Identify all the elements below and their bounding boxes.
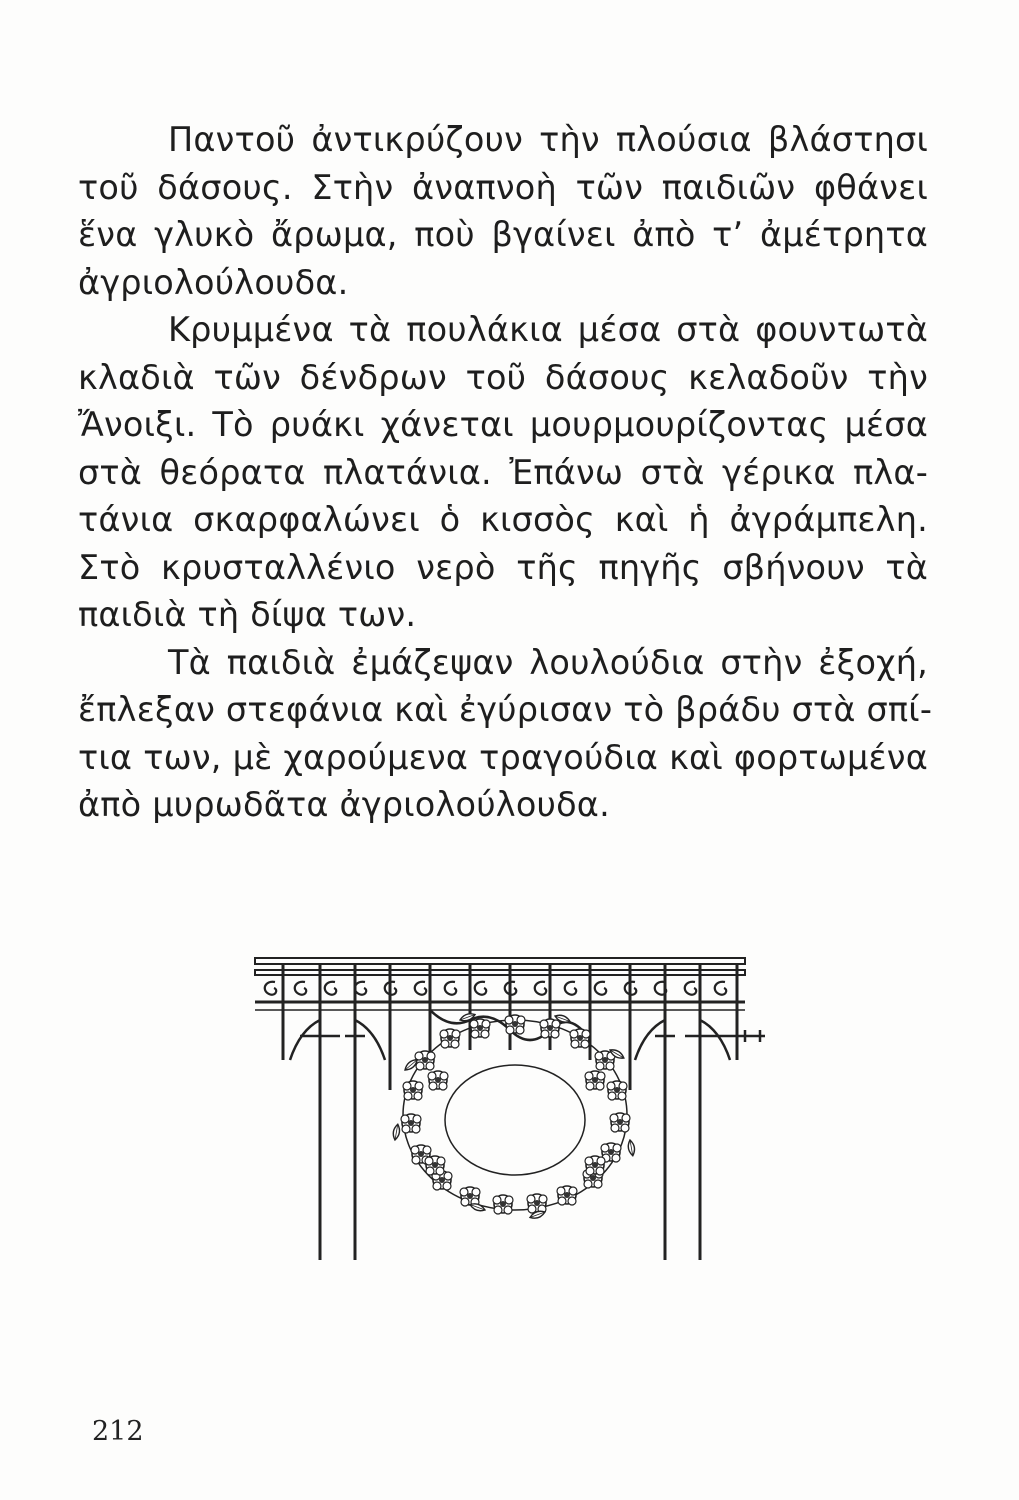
text-line: παιδιὰ τὴ δίψα των. (78, 595, 417, 634)
text-line: κλαδιὰ τῶν δένδρων τοῦ δάσους κελαδοῦν τὴν (78, 357, 928, 397)
text-line: ἀγριολούλουδα. (78, 262, 349, 302)
text-line: στὰ θεόρατα πλατάνια. Ἐπάνω στὰ γέρικα πλα- (78, 452, 928, 492)
text-line: Τὰ παιδιὰ ἐμάζεψαν λουλούδια στὴν ἐξοχή, (168, 642, 928, 682)
text-line: τάνια σκαρφαλώνει ὁ κισσὸς καὶ ἡ ἀγράμπελη. (78, 500, 928, 539)
text-line: Κρυμμένα τὰ πουλάκια μέσα στὰ φουντωτὰ (168, 310, 928, 349)
text-line: τοῦ δάσους. Στὴν ἀναπνοὴ τῶν παιδιῶν φθάνει (78, 167, 928, 207)
page-number: 212 (92, 1416, 144, 1447)
railing-wreath-illustration (245, 940, 785, 1260)
text-line: ἕνα γλυκὸ ἄρωμα, ποὺ βγαίνει ἀπὸ τ’ ἀμέτρητα (78, 215, 928, 254)
text-line: ἀπὸ μυρωδᾶτα ἀγριολούλουδα. (78, 785, 610, 824)
text-line: Παντοῦ ἀντικρύζουν τὴν πλούσια βλάστησι (168, 120, 928, 159)
text-line: τια των, μὲ χαρούμενα τραγούδια καὶ φορτωμένα (78, 737, 928, 777)
text-line: ἔπλεξαν στεφάνια καὶ ἐγύρισαν τὸ βράδυ στὰ σπί- (78, 690, 933, 729)
text-line: Στὸ κρυσταλλένιο νερὸ τῆς πηγῆς σβήνουν τὰ (78, 547, 928, 587)
text-line: Ἄνοιξι. Τὸ ρυάκι χάνεται μουρμουρίζοντας μέσα (78, 405, 928, 444)
page-body-text (78, 116, 933, 829)
